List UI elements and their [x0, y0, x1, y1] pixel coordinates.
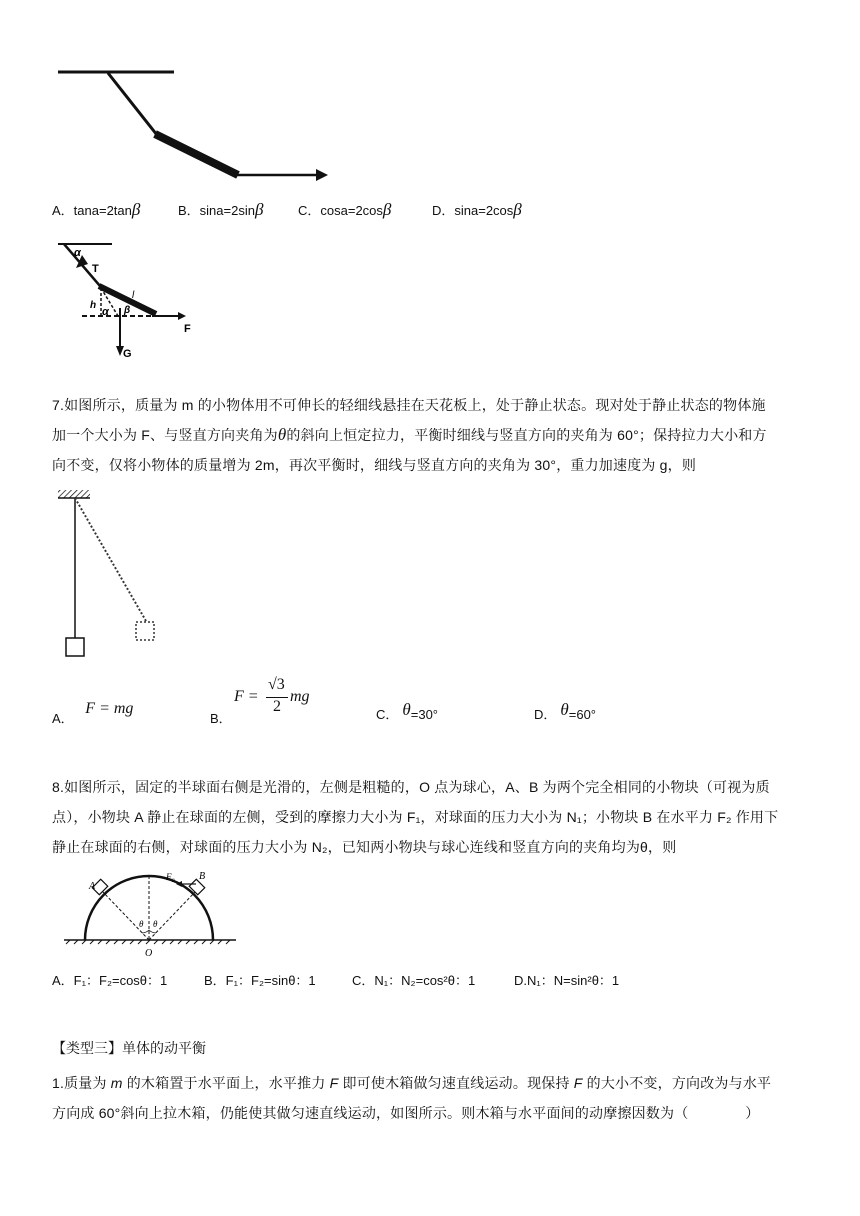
block-original	[66, 638, 84, 656]
figure-rope-rod	[50, 60, 340, 185]
option-text: sina=2cos	[454, 203, 514, 218]
q7-option-c[interactable]	[376, 700, 439, 724]
var-f: F	[573, 1075, 583, 1091]
theta-symbol: θ	[277, 425, 287, 444]
option-letter: B．	[178, 203, 200, 218]
ceiling-hatch	[58, 490, 90, 498]
height-label: h	[90, 300, 97, 311]
q7-text	[52, 390, 812, 480]
rope-line	[108, 73, 157, 135]
q7-line-2	[52, 420, 812, 450]
string-dotted	[75, 498, 146, 621]
label-theta-left: θ	[139, 919, 144, 929]
beta-symbol: β	[131, 200, 141, 219]
q7-line-1: 7.如图所示，质量为 m 的小物体用不可伸长的轻细线悬挂在天花板上，处于静止状态。现对处于静止状态的物体施	[52, 397, 766, 413]
option-letter: D．	[534, 707, 557, 722]
q8-option-d[interactable]: D.N₁：N=sin²θ：1	[514, 973, 620, 988]
type3-q1-text	[52, 1068, 812, 1128]
q1-seg-c: 即可使木箱做匀速直线运动。现保持	[338, 1075, 574, 1091]
option-letter: A．	[52, 711, 74, 726]
fraction-numerator: √3	[268, 676, 285, 693]
q8-text	[52, 772, 812, 862]
rod-line	[155, 134, 238, 175]
q8-option-a[interactable]: A．F₁：F₂=cosθ：1	[52, 973, 168, 988]
alpha-top-label: α	[74, 247, 81, 259]
q7-line-3: 向不变，仅将小物体的质量增为 2m，再次平衡时，细线与竖直方向的夹角为 30°，重力加速度为 g，则	[52, 457, 697, 473]
radius-a-dashed	[102, 891, 149, 940]
force-arrow-head	[178, 312, 186, 320]
theta-symbol: θ	[560, 700, 569, 719]
formula-f-equals: F =	[234, 688, 259, 705]
radius-b-dashed	[149, 891, 196, 940]
option-text: tana=2tan	[73, 203, 132, 218]
theta-arc-left	[142, 930, 149, 933]
q8-line-3: 静止在球面的右侧，对球面的压力大小为 N₂，已知两小物块与球心连线和竖直方向的夹角均为θ，则	[52, 839, 677, 855]
option-letter: D．	[432, 203, 455, 218]
q8-line-1: 8.如图所示，固定的半球面右侧是光滑的，左侧是粗糙的，O 点为球心，A、B 为两个完全相同的小物块（可视为质	[52, 779, 770, 795]
q1-seg-b: 的木箱置于水平面上，水平推力	[122, 1075, 330, 1091]
q1-seg-d: 的大小不变，方向改为与水平	[582, 1075, 772, 1091]
q7-line-2b: 的斜向上恒定拉力，平衡时细线与竖直方向的夹角为 60°；保持拉力大小和方	[286, 427, 767, 443]
theta-symbol: θ	[402, 700, 411, 719]
label-b: B	[199, 871, 206, 882]
label-a: A	[89, 881, 96, 892]
var-f: F	[329, 1075, 339, 1091]
length-label: l	[132, 290, 135, 301]
fraction-denominator: 2	[273, 698, 281, 715]
force-label: F	[184, 323, 191, 335]
q7-line-2a: 加一个大小为 F、与竖直方向夹角为	[52, 427, 278, 443]
option-text: cosa=2cos	[320, 203, 383, 218]
theta-arc-right	[149, 930, 156, 933]
option-value: =60°	[568, 707, 597, 722]
label-theta-right: θ	[153, 919, 158, 929]
beta-symbol: β	[382, 200, 392, 219]
label-o: O	[145, 948, 153, 958]
option-value: =30°	[410, 707, 439, 722]
q6-option-a[interactable]	[52, 200, 140, 220]
beta-symbol: β	[513, 200, 522, 219]
beta-symbol: β	[254, 200, 264, 219]
q7-option-d[interactable]	[534, 700, 597, 724]
gravity-label: G	[123, 348, 132, 360]
option-letter: C．	[298, 203, 321, 218]
formula-mg: mg	[290, 688, 310, 705]
option-letter: B．	[210, 711, 232, 726]
figure-pendulum	[56, 488, 176, 660]
figure-force-diagram	[52, 238, 202, 364]
section-heading: 【类型三】单体的动平衡	[52, 1040, 206, 1056]
q6-option-d[interactable]	[432, 200, 522, 220]
formula-f-mg: F = mg	[85, 700, 134, 717]
q6-option-c[interactable]	[298, 200, 391, 220]
type3-q1-line-1	[52, 1068, 812, 1098]
option-letter: C．	[376, 707, 399, 722]
q8-option-b[interactable]: B．F₁：F₂=sinθ：1	[204, 973, 316, 988]
force-arrow-head	[316, 169, 328, 181]
q8-line-2: 点），小物块 A 静止在球面的左侧，受到的摩擦力大小为 F₁，对球面的压力大小为 N₁；小物块 B 在水平力 F₂ 作用下	[52, 809, 779, 825]
q7-option-a[interactable]	[52, 698, 134, 726]
figure-hemisphere	[58, 864, 248, 958]
alpha-bottom-label: α	[102, 306, 109, 318]
option-text: sina=2sin	[199, 203, 255, 218]
option-letter: A．	[52, 203, 74, 218]
var-m: m	[110, 1075, 123, 1091]
label-f2: F₂	[166, 872, 175, 882]
tension-label: T	[92, 263, 99, 275]
block-displaced	[136, 622, 154, 640]
q6-option-b[interactable]	[178, 200, 263, 220]
type3-q1-line-2: 方向成 60°斜向上拉木箱，仍能使其做匀速直线运动，如图所示。则木箱与水平面间的动摩擦因数为（ ）	[52, 1105, 760, 1121]
q8-option-c[interactable]: C．N₁：N₂=cos²θ：1	[352, 973, 476, 988]
beta-label: β	[124, 305, 131, 316]
q1-seg-a: 1.质量为	[52, 1075, 111, 1091]
